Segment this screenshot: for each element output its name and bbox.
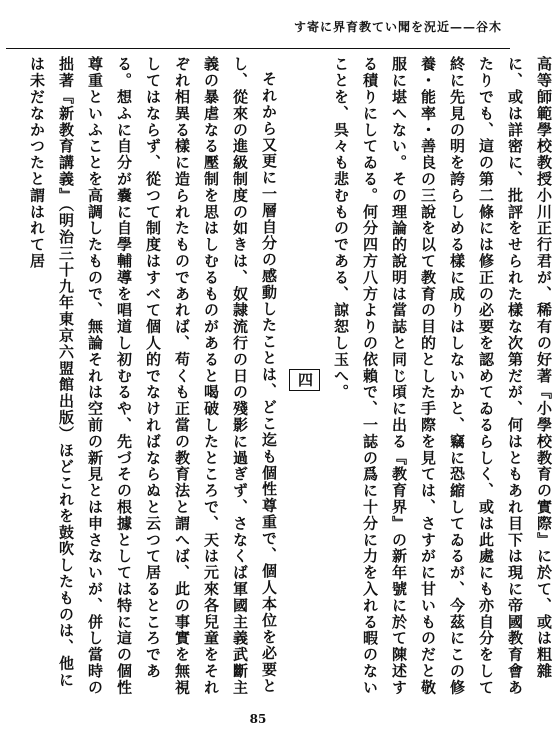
running-header [6, 12, 510, 49]
paragraph-2: それから又更に一層自分の感動したことは、どこ迄も個性尊重で、個人本位を必要とし、從來の進級制度の如きは、奴隷流行の日の殘影に過ぎず、さなくば軍國主義武斷主義の暴虐なる壓制を思はしむるものがあると喝破したところで、天は元來各兒童をそれぞれ相異る樣に造られたものであれば、苟くも正當の教育法と謂へば、此の事實を無視してはならず、從つて制度はすべて個人的でなければならぬと云つて居るところである。想ふに自分が嚢に自學輔導を唱道し初むるや、先づその根據としては特に這の個性尊重といふことを高調したもので、無論それは空前の新見とは申さないが、併し當時の拙著『新教育講義』（明治三十九年東京六盟館出版）ほどこれを鼓吹したものは、他には未だなかつたと謂はれて居 [28, 56, 278, 696]
page-number: 85 [249, 712, 267, 726]
running-title: 木谷——近況を聞いて教育界に寄す [293, 20, 502, 34]
page-body [22, 56, 553, 704]
section-heading [289, 56, 320, 704]
section-number: 四 [289, 369, 320, 391]
paragraph-1: 高等師範學校教授小川正行君が、稀有の好著『小學校教育の實際』に於て、或は粗雜に、或は詳密に、批評をせられた樣な次第だが、何はともあれ目下は現に帝國教育會あたりでも、這の第二條には修正の必要を認めてゐるらしく、或は此處にも亦自分をして終に先見の明を誇らしめる樣に成りはしないかと、竊に恐縮してゐるが、今茲にこの修養・能率・善良の三說を以て教育の目的とした手際を見ては、さすがに甘いものだと敬服に堪へない。その理論的說明は當誌と同じ頃に出る『教育界』の新年號に於て陳述する積りにしてゐる。何分四方八方よりの依賴で、一誌の爲に十分に力を入れる暇のないことを、呉々も悲むものである、諒恕し玉へ。 [332, 56, 553, 696]
vertical-text-block [22, 56, 558, 704]
